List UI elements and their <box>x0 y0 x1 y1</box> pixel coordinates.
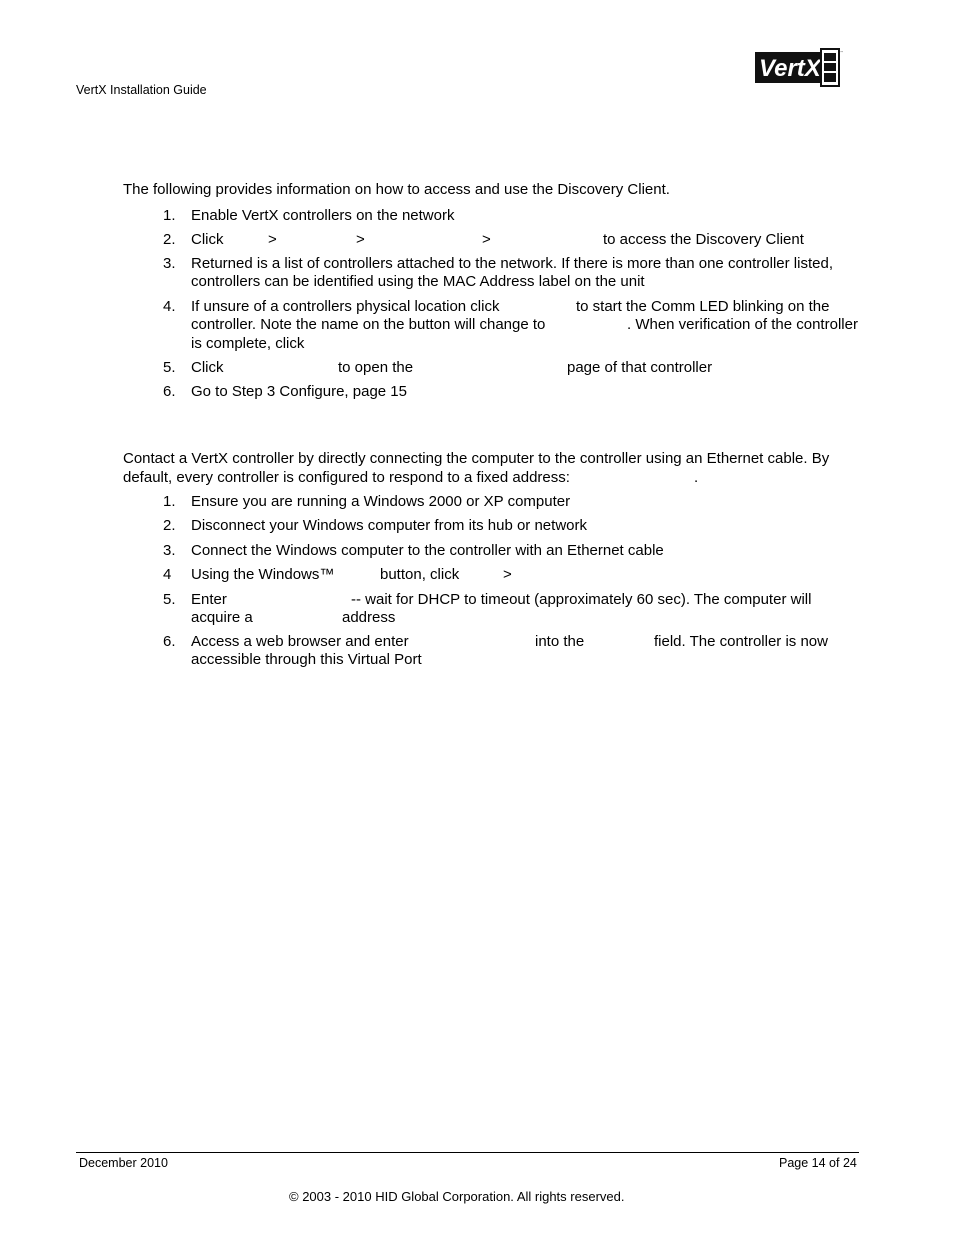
section2-intro-end: . <box>694 469 699 486</box>
document-title: VertX Installation Guide <box>76 83 207 97</box>
step-text: Using the Windows™ <box>191 566 335 583</box>
list-number: 1. <box>163 207 176 224</box>
step-text: acquire a <box>191 609 253 626</box>
menu-separator: > <box>356 231 365 248</box>
list-number: 2. <box>163 517 176 534</box>
list-item <box>0 517 954 535</box>
list-number: 6. <box>163 633 176 650</box>
step-text: Ensure you are running a Windows 2000 or XP computer <box>191 493 571 510</box>
list-item <box>0 207 954 225</box>
step-text: Access a web browser and enter <box>191 633 409 650</box>
list-item-continuation <box>0 335 954 353</box>
section2-intro-line1: Contact a VertX controller by directly connecting the computer to the controller using an Ethernet cable. By <box>123 450 830 467</box>
list-item-continuation <box>0 316 954 334</box>
section2-intro-line2: default, every controller is configured to respond to a fixed address: <box>123 469 570 486</box>
list-item <box>0 633 954 651</box>
list-item <box>0 566 954 584</box>
list-item <box>0 591 954 609</box>
list-item <box>0 359 954 377</box>
menu-separator: > <box>268 231 277 248</box>
footer-copyright: © 2003 - 2010 HID Global Corporation. All rights reserved. <box>289 1189 625 1204</box>
step-text: If unsure of a controllers physical location click <box>191 298 500 315</box>
step-text: controllers can be identified using the MAC Address label on the unit <box>191 273 645 290</box>
step-text: button, click <box>380 566 460 583</box>
step-text: page of that controller <box>567 359 713 376</box>
step-text: Connect the Windows computer to the controller with an Ethernet cable <box>191 542 664 559</box>
list-number: 3. <box>163 255 176 272</box>
list-number: 2. <box>163 231 176 248</box>
step-text: to open the <box>338 359 414 376</box>
footer-page-number: Page 14 of 24 <box>779 1156 857 1170</box>
list-item-continuation <box>0 651 954 669</box>
step-text: -- wait for DHCP to timeout (approximately 60 sec). The computer will <box>351 591 812 608</box>
step-text: accessible through this Virtual Port <box>191 651 422 668</box>
step-text: field. The controller is now <box>654 633 828 650</box>
vertx-logo <box>755 49 842 86</box>
list-item-continuation <box>0 609 954 627</box>
step-text: . When verification of the controller <box>627 316 858 333</box>
step-text: Enable VertX controllers on the network <box>191 207 455 224</box>
list-item <box>0 383 954 401</box>
step-text: Go to Step 3 Configure, page 15 <box>191 383 407 400</box>
list-item <box>0 298 954 316</box>
list-item-continuation <box>0 273 954 291</box>
step-text: Click <box>191 359 224 376</box>
list-number: 5. <box>163 591 176 608</box>
step-text: is complete, click <box>191 335 305 352</box>
step-text: Returned is a list of controllers attached to the network. If there is more than one controller listed, <box>191 255 833 272</box>
step-text: into the <box>535 633 585 650</box>
step-text: to access the Discovery Client <box>603 231 804 248</box>
list-number: 5. <box>163 359 176 376</box>
step-text: controller. Note the name on the button will change to <box>191 316 546 333</box>
list-number: 1. <box>163 493 176 510</box>
section1-intro: The following provides information on how to access and use the Discovery Client. <box>123 181 670 198</box>
logo-text: VertX <box>759 55 821 82</box>
step-text: address <box>342 609 396 626</box>
svg-text:™: ™ <box>840 50 843 54</box>
list-item <box>0 542 954 560</box>
list-item <box>0 255 954 273</box>
list-number: 4. <box>163 298 176 315</box>
footer-date: December 2010 <box>79 1156 168 1170</box>
footer-rule <box>76 1152 859 1153</box>
list-item <box>0 231 954 249</box>
step-text: Click <box>191 231 224 248</box>
step-text: Enter <box>191 591 227 608</box>
menu-separator: > <box>503 566 512 583</box>
list-number: 3. <box>163 542 176 559</box>
menu-separator: > <box>482 231 491 248</box>
step-text: to start the Comm LED blinking on the <box>576 298 830 315</box>
list-item <box>0 493 954 511</box>
list-number: 4 <box>163 566 172 583</box>
list-number: 6. <box>163 383 176 400</box>
step-text: Disconnect your Windows computer from its hub or network <box>191 517 587 534</box>
